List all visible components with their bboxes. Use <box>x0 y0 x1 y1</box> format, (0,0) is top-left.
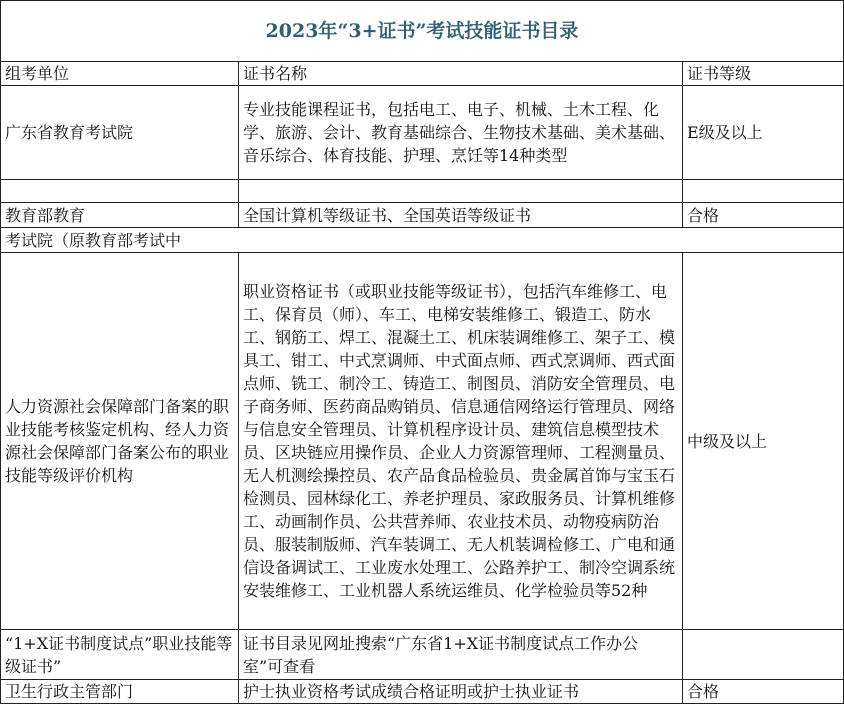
table-row <box>1 180 844 203</box>
header-level: 证书等级 <box>683 62 844 86</box>
header-row <box>1 62 844 86</box>
cell-level: 合格 <box>683 203 844 228</box>
cell-unit: 教育部教育 <box>1 203 239 228</box>
header-unit: 组考单位 <box>1 62 239 86</box>
header-cert: 证书名称 <box>239 62 683 86</box>
cell-unit: 考试院（原教育部考试中 <box>1 228 239 253</box>
cell-cert: 证书目录见网址搜索“广东省1+X证书制度试点工作办公室”可查看 <box>239 630 683 680</box>
cell-cert: 专业技能课程证书，包括电工、电子、机械、土木工程、化学、旅游、会计、教育基础综合、生物技术基础、美术基础、音乐综合、体育技能、护理、烹饪等14种类型 <box>239 86 683 180</box>
table-row <box>1 630 844 680</box>
table-title: 2023年“3+证书”考试技能证书目录 <box>1 1 844 62</box>
cell-unit: 人力资源社会保障部门备案的职业技能考核鉴定机构、经人力资源社会保障部门备案公布的职业技能等级评价机构 <box>1 253 239 630</box>
cell-level <box>683 180 844 203</box>
cell-cert: 职业资格证书（或职业技能等级证书），包括汽车维修工、电工、保育员（师）、车工、电梯安装维修工、锻造工、防水工、钢筋工、焊工、混凝土工、机床装调维修工、架子工、模具工、钳工、中式烹调师、中式面点师、西式烹调师、西式面点师、铣工、制冷工、铸造工、制图员、消防安全管理员、电子商务师、医药商品购销员、信息通信网络运行管理员、网络与信息安全管理员、计算机程序设计员、建筑信息模型技术员、区块链应用操作员、企业人力资源管理师、工程测量员、无人机测绘操控员、农产品食品检验员、贵金属首饰与宝玉石检测员、园林绿化工、养老护理员、家政服务员、计算机维修工、动画制作员、公共营养师、农业技术员、动物疫病防治员、服装制版师、汽车装调工、无人机装调检修工、广电和通信设备调试工、工业废水处理工、公路养护工、制冷空调系统安装维修工、工业机器人系统运维员、化学检验员等52种 <box>239 253 683 630</box>
table-row <box>1 228 844 253</box>
cell-cert <box>239 180 683 203</box>
cell-unit: 卫生行政主管部门 <box>1 680 239 704</box>
cell-unit: “1+X证书制度试点”职业技能等级证书” <box>1 630 239 680</box>
cell-unit <box>1 180 239 203</box>
table-row <box>1 253 844 630</box>
cell-cert: 全国计算机等级证书、全国英语等级证书 <box>239 203 683 228</box>
cell-level: E级及以上 <box>683 86 844 180</box>
cell-level: 合格 <box>683 680 844 704</box>
cell-level <box>683 630 844 680</box>
table-row <box>1 86 844 180</box>
cell-cert: 护士执业资格考试成绩合格证明或护士执业证书 <box>239 680 683 704</box>
cell-cert <box>239 228 683 253</box>
table-row <box>1 680 844 704</box>
cell-unit: 广东省教育考试院 <box>1 86 239 180</box>
cell-level <box>683 228 844 253</box>
table-row <box>1 203 844 228</box>
cell-level: 中级及以上 <box>683 253 844 630</box>
